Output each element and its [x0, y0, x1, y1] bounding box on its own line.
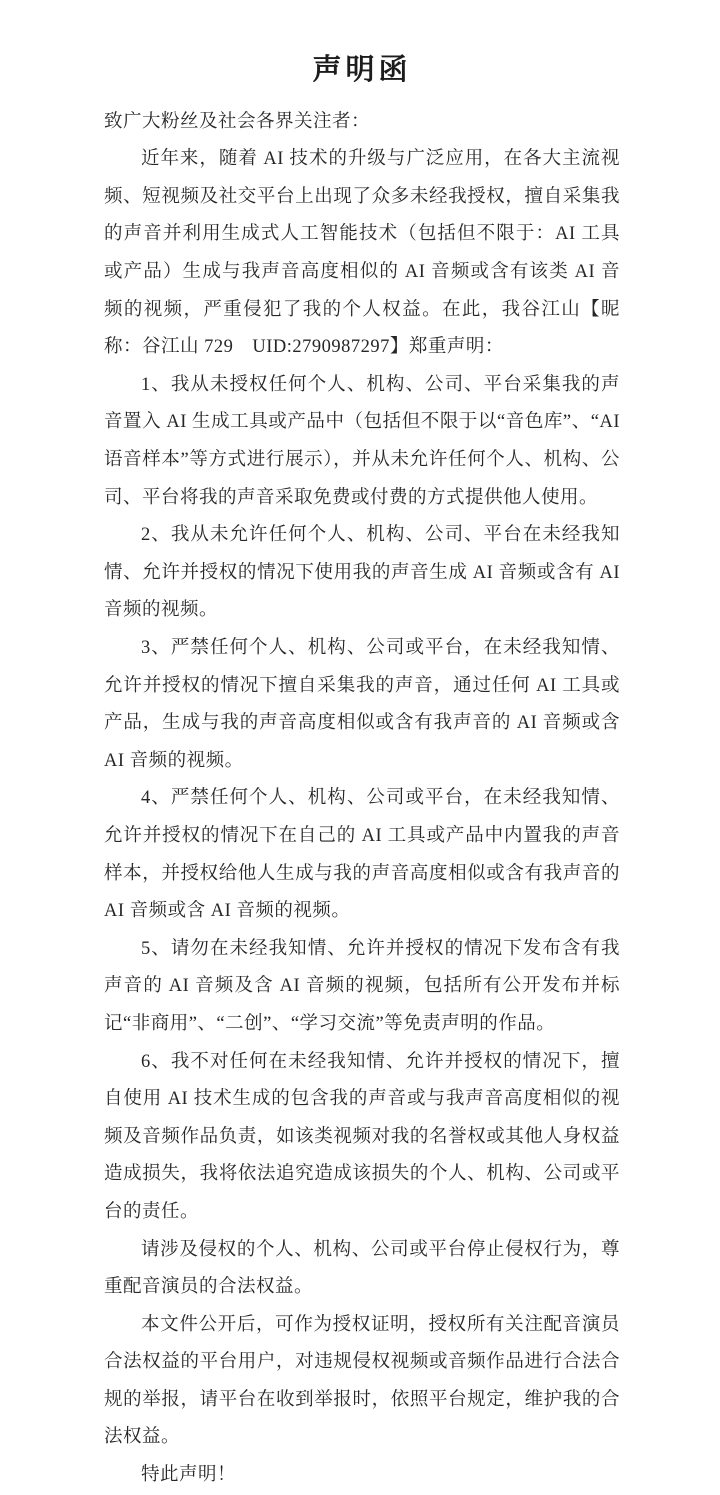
document-title: 声明函 — [312, 54, 412, 86]
paragraph-request-stop-infringement: 请涉及侵权的个人、机构、公司或平台停止侵权行为，尊重配音演员的合法权益。 — [104, 1239, 620, 1298]
paragraph-closing-declaration: 特此声明！ — [141, 1465, 237, 1486]
statement-item-1: 1、我从未授权任何个人、机构、公司、平台采集我的声音置入 AI 生成工具或产品中（包括但不限于以“音色库”、“AI 语音样本”等方式进行展示），并从未允许任何个人、机构、公司、平台将我的声音采取免费或付费的方式提供他人使用。 — [104, 374, 620, 508]
statement-item-5: 5、请勿在未经我知情、允许并授权的情况下发布含有我声音的 AI 音频及含 AI 音频的视频，包括所有公开发布并标记“非商用”、“二创”、“学习交流”等免责声明的作品。 — [104, 938, 620, 1034]
document-body — [104, 104, 620, 1495]
statement-item-6: 6、我不对任何在未经我知情、允许并授权的情况下，擅自使用 AI 技术生成的包含我的声音或与我声音高度相似的视频及音频作品负责，如该类视频对我的名誉权或其他人身权益造成损失，我将依法追究造成该损失的个人、机构、公司或平台的责任。 — [104, 1051, 620, 1222]
statement-item-4: 4、严禁任何个人、机构、公司或平台，在未经我知情、允许并授权的情况下在自己的 AI 工具或产品中内置我的声音样本，并授权给他人生成与我的声音高度相似或含有我声音的 AI 音频或含 AI 音频的视频。 — [104, 788, 620, 922]
statement-item-3: 3、严禁任何个人、机构、公司或平台，在未经我知情、允许并授权的情况下擅自采集我的声音，通过任何 AI 工具或产品，生成与我的声音高度相似或含有我声音的 AI 音频或含 AI 音频的视频。 — [104, 638, 620, 771]
salutation-line: 致广大粉丝及社会各界关注者： — [104, 111, 371, 132]
paragraph-authorization-for-reporting: 本文件公开后，可作为授权证明，授权所有关注配音演员合法权益的平台用户，对违规侵权视频或音频作品进行合法合规的举报，请平台在收到举报时，依照平台规定，维护我的合法权益。 — [104, 1314, 620, 1448]
paragraph-intro: 近年来，随着 AI 技术的升级与广泛应用，在各大主流视频、短视频及社交平台上出现了众多未经我授权，擅自采集我的声音并利用生成式人工智能技术（包括但不限于：AI 工具或产品）生成与我声音高度相似的 AI 音频或含有该类 AI 音频的视频，严重侵犯了我的个人权益。在此，我谷江山【昵称：谷江山 729 UID:2790987297】郑重声明： — [104, 149, 620, 358]
statement-item-2: 2、我从未允许任何个人、机构、公司、平台在未经我知情、允许并授权的情况下使用我的声音生成 AI 音频或含有 AI 音频的视频。 — [104, 525, 620, 621]
